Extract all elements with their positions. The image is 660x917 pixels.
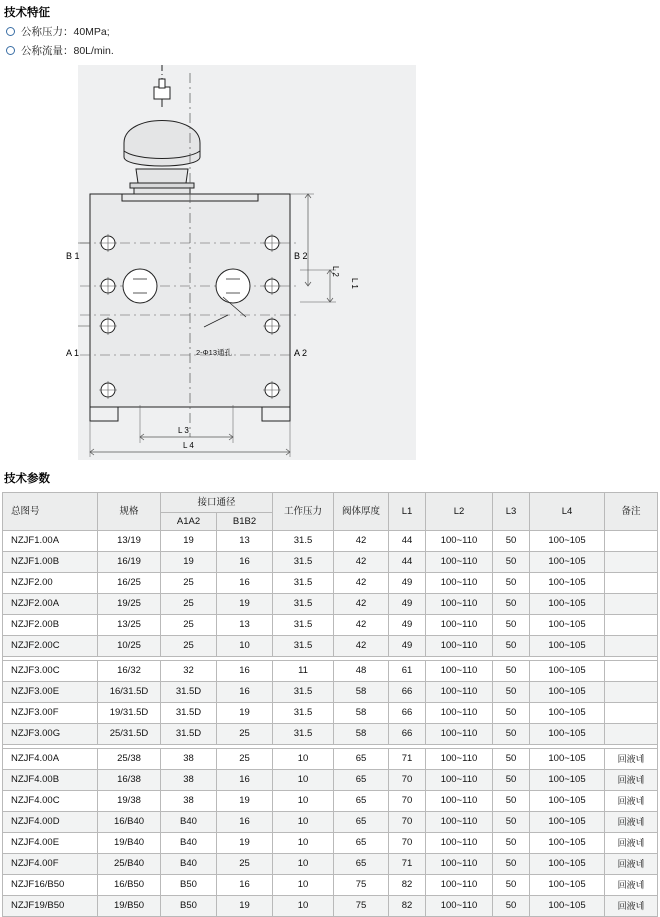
table-cell: 100~110 — [426, 854, 493, 875]
table-row — [3, 896, 658, 917]
table-cell: 42 — [334, 531, 389, 552]
table-cell: 16 — [217, 682, 273, 703]
table-cell: 100~110 — [426, 636, 493, 657]
table-row — [3, 636, 658, 657]
table-row — [3, 682, 658, 703]
table-row — [3, 724, 658, 745]
table-cell: 16/B40 — [98, 812, 161, 833]
table-row — [3, 594, 658, 615]
table-cell: 75 — [334, 875, 389, 896]
th-l3: L3 — [493, 493, 530, 531]
th-thickness: 阀体厚度 — [334, 493, 389, 531]
table-head — [3, 493, 658, 531]
cell-model: NZJF2.00C — [3, 636, 98, 657]
table-cell: 100~110 — [426, 724, 493, 745]
table-cell: 50 — [493, 573, 530, 594]
table-cell: 19 — [217, 896, 273, 917]
table-cell: 82 — [389, 896, 426, 917]
cell-model: NZJF4.00F — [3, 854, 98, 875]
parameters-table — [2, 492, 658, 917]
table-cell: 100~105 — [530, 615, 605, 636]
table-cell: 19 — [217, 833, 273, 854]
table-cell: 49 — [389, 615, 426, 636]
table-cell: 16/31.5D — [98, 682, 161, 703]
table-cell: 100~105 — [530, 833, 605, 854]
table-cell: 16 — [217, 661, 273, 682]
table-cell: 10 — [273, 833, 334, 854]
table-cell — [605, 724, 658, 745]
bullet-icon — [6, 46, 15, 55]
table-cell: 25 — [161, 636, 217, 657]
table-cell: 50 — [493, 791, 530, 812]
table-cell: 50 — [493, 682, 530, 703]
table-cell: 25 — [217, 749, 273, 770]
table-cell: 100~105 — [530, 812, 605, 833]
cell-model: NZJF2.00A — [3, 594, 98, 615]
table-cell: 19/25 — [98, 594, 161, 615]
label-l1: L 1 — [350, 278, 359, 289]
table-cell: 31.5 — [273, 615, 334, 636]
table-cell: 49 — [389, 636, 426, 657]
table-header-row — [3, 493, 658, 513]
table-cell: B40 — [161, 833, 217, 854]
table-cell: 100~105 — [530, 875, 605, 896]
table-cell: 58 — [334, 703, 389, 724]
feature-item — [6, 24, 114, 39]
table-cell — [605, 552, 658, 573]
table-cell: 16/19 — [98, 552, 161, 573]
table-cell — [605, 636, 658, 657]
table-row — [3, 833, 658, 854]
table-cell — [605, 531, 658, 552]
cell-model: NZJF3.00C — [3, 661, 98, 682]
table-cell — [605, 661, 658, 682]
table-cell: 50 — [493, 703, 530, 724]
table-cell: 50 — [493, 812, 530, 833]
th-model: 总图号 — [3, 493, 98, 531]
table-cell: 31.5 — [273, 531, 334, 552]
table-row — [3, 703, 658, 724]
table-cell: 25/31.5D — [98, 724, 161, 745]
table-cell: 66 — [389, 724, 426, 745]
table-cell: 13 — [217, 531, 273, 552]
table-cell: 48 — [334, 661, 389, 682]
th-spec: 规格 — [98, 493, 161, 531]
table-cell: 16/B50 — [98, 875, 161, 896]
table-cell: 50 — [493, 875, 530, 896]
feature-text: 公称流量：80L/min. — [21, 45, 114, 57]
table-cell: 100~105 — [530, 749, 605, 770]
table-cell: 31.5D — [161, 703, 217, 724]
table-cell: 16/38 — [98, 770, 161, 791]
table-cell: 38 — [161, 770, 217, 791]
table-row — [3, 552, 658, 573]
table-cell — [605, 682, 658, 703]
table-cell: 19 — [161, 552, 217, 573]
table-cell: 100~110 — [426, 682, 493, 703]
table-cell: 100~105 — [530, 552, 605, 573]
table-cell: 100~105 — [530, 724, 605, 745]
cell-model: NZJF4.00E — [3, 833, 98, 854]
table-cell: B40 — [161, 854, 217, 875]
hole-note: 2-Φ13通孔 — [196, 348, 232, 357]
table-cell: 66 — [389, 682, 426, 703]
table-cell: 回液네 — [605, 791, 658, 812]
table-cell: 100~105 — [530, 573, 605, 594]
table-cell: 50 — [493, 770, 530, 791]
table-cell: 16 — [217, 770, 273, 791]
table-cell: 100~105 — [530, 854, 605, 875]
table-cell: 100~105 — [530, 703, 605, 724]
table-cell: 70 — [389, 770, 426, 791]
features-list — [6, 24, 114, 62]
table-cell: 61 — [389, 661, 426, 682]
table-cell: 50 — [493, 749, 530, 770]
table-cell: 100~110 — [426, 833, 493, 854]
table-body — [3, 531, 658, 917]
table-cell: 10 — [273, 791, 334, 812]
table-cell: 13 — [217, 615, 273, 636]
table-cell: 71 — [389, 749, 426, 770]
table-cell: 50 — [493, 833, 530, 854]
table-cell: 31.5D — [161, 724, 217, 745]
th-l4: L4 — [530, 493, 605, 531]
label-l2: L 2 — [331, 266, 340, 277]
table-cell: B50 — [161, 875, 217, 896]
table-cell: 10 — [217, 636, 273, 657]
table-cell: 100~105 — [530, 682, 605, 703]
table-cell: 65 — [334, 833, 389, 854]
table-cell: 31.5D — [161, 682, 217, 703]
table-cell: 25 — [161, 573, 217, 594]
table-cell: 38 — [161, 791, 217, 812]
table-cell: 65 — [334, 770, 389, 791]
cell-model: NZJF3.00G — [3, 724, 98, 745]
table-row — [3, 812, 658, 833]
cell-model: NZJF4.00A — [3, 749, 98, 770]
table-cell: 100~110 — [426, 812, 493, 833]
table-cell: 16/25 — [98, 573, 161, 594]
label-l3: L 3 — [178, 426, 189, 435]
table-cell: 25/B40 — [98, 854, 161, 875]
table-row — [3, 615, 658, 636]
table-cell: 100~105 — [530, 896, 605, 917]
table-cell: 100~110 — [426, 615, 493, 636]
table-cell: 16 — [217, 573, 273, 594]
table-cell: 10 — [273, 749, 334, 770]
feature-item — [6, 43, 114, 58]
table-row — [3, 531, 658, 552]
th-l1: L1 — [389, 493, 426, 531]
table-cell: 100~110 — [426, 703, 493, 724]
table-cell: 19 — [217, 703, 273, 724]
table-cell: 10 — [273, 875, 334, 896]
th-pressure: 工作压力 — [273, 493, 334, 531]
table-cell: 31.5 — [273, 594, 334, 615]
table-cell: 50 — [493, 661, 530, 682]
table-cell: 回液네 — [605, 833, 658, 854]
table-cell: 100~110 — [426, 552, 493, 573]
table-cell: 19/31.5D — [98, 703, 161, 724]
table-cell: 58 — [334, 682, 389, 703]
parameters-table-wrap — [2, 492, 658, 917]
table-cell: 42 — [334, 636, 389, 657]
table-cell: 25 — [217, 854, 273, 875]
table-cell: 100~105 — [530, 791, 605, 812]
table-cell: 100~110 — [426, 875, 493, 896]
table-cell: 75 — [334, 896, 389, 917]
table-cell: 10 — [273, 896, 334, 917]
table-row — [3, 854, 658, 875]
table-cell: 16 — [217, 552, 273, 573]
table-cell: 10/25 — [98, 636, 161, 657]
table-cell: 10 — [273, 770, 334, 791]
table-cell: 32 — [161, 661, 217, 682]
table-cell: 16 — [217, 875, 273, 896]
th-port-b: B1B2 — [217, 513, 273, 531]
table-cell: 42 — [334, 594, 389, 615]
table-cell: 回液네 — [605, 896, 658, 917]
cell-model: NZJF4.00D — [3, 812, 98, 833]
table-cell: 65 — [334, 812, 389, 833]
table-cell: 71 — [389, 854, 426, 875]
table-row — [3, 791, 658, 812]
table-cell: 49 — [389, 594, 426, 615]
bullet-icon — [6, 27, 15, 36]
table-cell: 42 — [334, 573, 389, 594]
table-cell: 49 — [389, 573, 426, 594]
cell-model: NZJF16/B50 — [3, 875, 98, 896]
table-cell: 25/38 — [98, 749, 161, 770]
table-cell: 31.5 — [273, 703, 334, 724]
table-cell — [605, 573, 658, 594]
technical-drawing — [66, 65, 416, 460]
table-cell: 19/B40 — [98, 833, 161, 854]
table-cell: 65 — [334, 749, 389, 770]
table-cell: 50 — [493, 636, 530, 657]
cell-model: NZJF19/B50 — [3, 896, 98, 917]
table-cell: 25 — [217, 724, 273, 745]
label-b2: B 2 — [294, 251, 308, 261]
table-cell: 25 — [161, 615, 217, 636]
table-cell: 回液네 — [605, 854, 658, 875]
table-cell: 100~105 — [530, 531, 605, 552]
table-row — [3, 770, 658, 791]
table-cell: 38 — [161, 749, 217, 770]
cell-model: NZJF1.00B — [3, 552, 98, 573]
table-cell: 回液네 — [605, 875, 658, 896]
table-cell: 13/25 — [98, 615, 161, 636]
table-row — [3, 749, 658, 770]
table-cell: 19 — [161, 531, 217, 552]
table-cell: B40 — [161, 812, 217, 833]
table-cell: 19 — [217, 594, 273, 615]
table-cell: 42 — [334, 552, 389, 573]
table-cell: 13/19 — [98, 531, 161, 552]
table-row — [3, 661, 658, 682]
features-title: 技术特征 — [4, 7, 50, 19]
table-cell: 16 — [217, 812, 273, 833]
table-cell: 58 — [334, 724, 389, 745]
table-cell: 回液네 — [605, 770, 658, 791]
cell-model: NZJF2.00B — [3, 615, 98, 636]
table-cell: 70 — [389, 791, 426, 812]
table-cell: 100~110 — [426, 661, 493, 682]
cell-model: NZJF3.00F — [3, 703, 98, 724]
label-a2: A 2 — [294, 348, 308, 358]
th-port-a: A1A2 — [161, 513, 217, 531]
table-row — [3, 875, 658, 896]
table-cell: 100~110 — [426, 594, 493, 615]
table-cell: 回液네 — [605, 812, 658, 833]
table-cell: 50 — [493, 854, 530, 875]
th-l2: L2 — [426, 493, 493, 531]
params-title: 技术参数 — [4, 473, 50, 485]
table-cell: 44 — [389, 531, 426, 552]
table-cell: 50 — [493, 724, 530, 745]
table-cell: 82 — [389, 875, 426, 896]
table-cell: 50 — [493, 594, 530, 615]
table-cell: 44 — [389, 552, 426, 573]
table-cell: 50 — [493, 615, 530, 636]
table-cell: 10 — [273, 854, 334, 875]
cell-model: NZJF3.00E — [3, 682, 98, 703]
table-cell: 100~110 — [426, 770, 493, 791]
table-row — [3, 573, 658, 594]
table-cell: 100~105 — [530, 636, 605, 657]
th-port: 接口通径 — [161, 493, 273, 513]
cell-model: NZJF4.00C — [3, 791, 98, 812]
table-cell: 100~110 — [426, 791, 493, 812]
label-b1: B 1 — [66, 251, 80, 261]
cell-model: NZJF4.00B — [3, 770, 98, 791]
table-cell: 16/32 — [98, 661, 161, 682]
table-cell: 31.5 — [273, 682, 334, 703]
table-cell: 19/B50 — [98, 896, 161, 917]
table-cell: 19/38 — [98, 791, 161, 812]
table-cell: 65 — [334, 791, 389, 812]
table-cell — [605, 594, 658, 615]
table-cell: 10 — [273, 812, 334, 833]
table-cell: 50 — [493, 552, 530, 573]
feature-text: 公称压力：40MPa; — [21, 26, 110, 38]
table-cell: B50 — [161, 896, 217, 917]
table-cell: 42 — [334, 615, 389, 636]
table-cell: 100~105 — [530, 594, 605, 615]
table-cell: 31.5 — [273, 552, 334, 573]
table-cell: 100~105 — [530, 770, 605, 791]
table-cell: 31.5 — [273, 724, 334, 745]
table-cell: 回液네 — [605, 749, 658, 770]
table-cell: 70 — [389, 833, 426, 854]
table-cell: 100~110 — [426, 896, 493, 917]
table-cell: 31.5 — [273, 573, 334, 594]
table-cell: 100~105 — [530, 661, 605, 682]
table-cell: 50 — [493, 896, 530, 917]
th-remark: 备注 — [605, 493, 658, 531]
table-cell: 100~110 — [426, 531, 493, 552]
cell-model: NZJF1.00A — [3, 531, 98, 552]
table-cell: 100~110 — [426, 573, 493, 594]
table-cell: 31.5 — [273, 636, 334, 657]
table-cell: 50 — [493, 531, 530, 552]
table-cell: 100~110 — [426, 749, 493, 770]
table-cell: 25 — [161, 594, 217, 615]
label-l4: L 4 — [183, 441, 194, 450]
cell-model: NZJF2.00 — [3, 573, 98, 594]
label-a1: A 1 — [66, 348, 80, 358]
table-cell: 70 — [389, 812, 426, 833]
table-cell: 66 — [389, 703, 426, 724]
table-cell — [605, 703, 658, 724]
table-cell: 11 — [273, 661, 334, 682]
table-cell — [605, 615, 658, 636]
table-cell: 19 — [217, 791, 273, 812]
table-cell: 65 — [334, 854, 389, 875]
